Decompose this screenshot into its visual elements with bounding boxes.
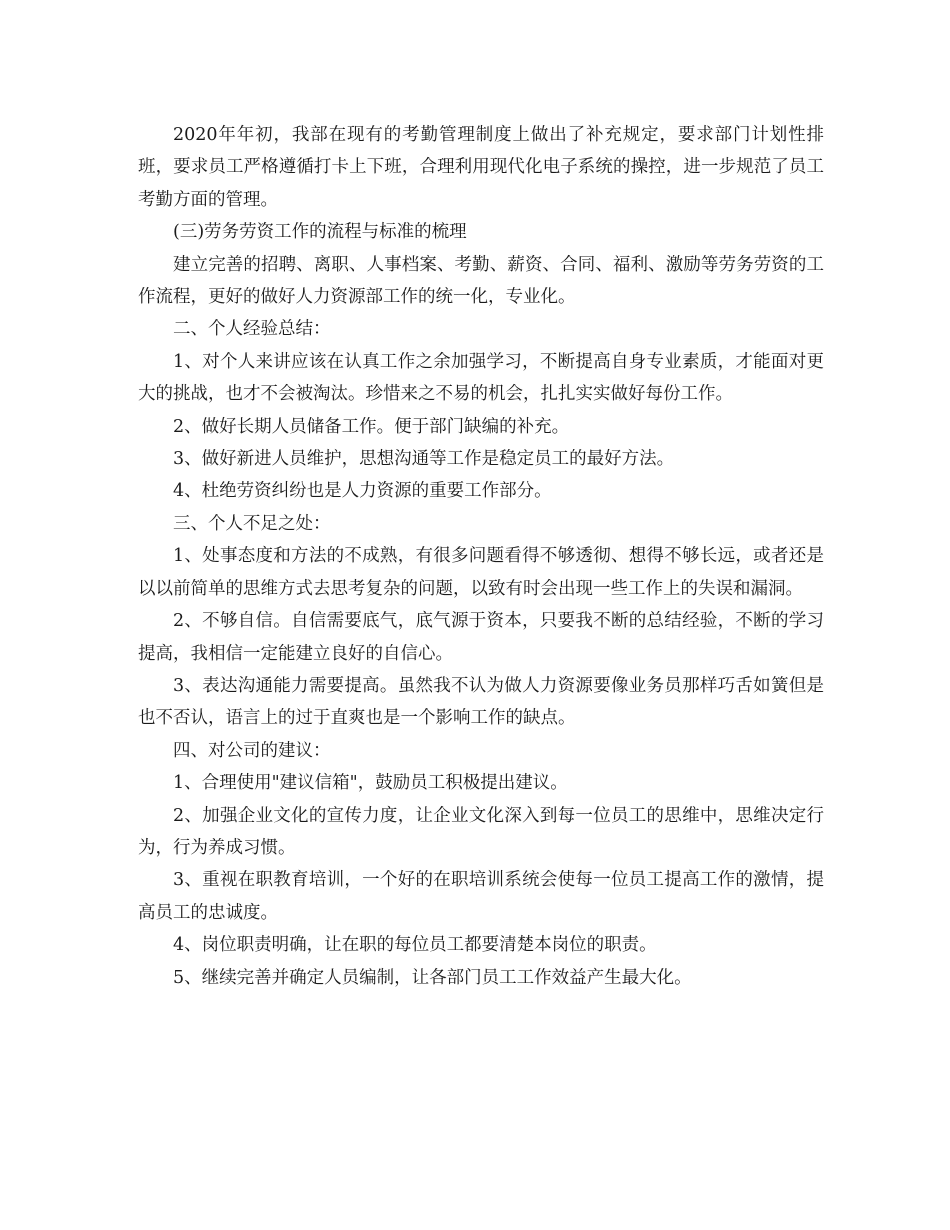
paragraph-experience-3: 3、做好新进人员维护，思想沟通等工作是稳定员工的最好方法。 xyxy=(173,449,675,470)
heading-personal-experience: 二、个人经验总结： xyxy=(173,319,331,340)
paragraph-suggestion-1: 1、合理使用"建议信箱"，鼓励员工积极提出建议。 xyxy=(173,773,568,794)
paragraph-experience-4: 4、杜绝劳资纠纷也是人力资源的重要工作部分。 xyxy=(173,481,552,502)
paragraph-shortcoming-3: 3、表达沟通能力需要提高。虽然我不认为做人力资源要像业务员那样巧舌如簧但是也不否认，语言上的过于直爽也是一个影响工作的缺点。 xyxy=(138,675,824,729)
document-body xyxy=(138,119,824,994)
paragraph-experience-1: 1、对个人来讲应该在认真工作之余加强学习，不断提高自身专业素质，才能面对更大的挑战，也才不会被淘汰。珍惜来之不易的机会，扎扎实实做好每份工作。 xyxy=(138,351,824,405)
paragraph-suggestion-3: 3、重视在职教育培训，一个好的在职培训系统会使每一位员工提高工作的激情，提高员工的忠诚度。 xyxy=(138,870,824,923)
heading-suggestions: 四、对公司的建议： xyxy=(173,740,331,761)
paragraph-shortcoming-1: 1、处事态度和方法的不成熟，有很多问题看得不够透彻、想得不够长远，或者还是以以前简单的思维方式去思考复杂的问题，以致有时会出现一些工作上的失误和漏洞。 xyxy=(138,546,824,599)
paragraph-experience-2: 2、做好长期人员储备工作。便于部门缺编的补充。 xyxy=(173,416,570,437)
paragraph-suggestion-4: 4、岗位职责明确，让在职的每位员工都要清楚本岗位的职责。 xyxy=(173,935,657,956)
paragraph-suggestion-2: 2、加强企业文化的宣传力度，让企业文化深入到每一位员工的思维中，思维决定行为，行为养成习惯。 xyxy=(138,805,824,858)
paragraph-shortcoming-2: 2、不够自信。自信需要底气，底气源于资本，只要我不断的总结经验，不断的学习提高，我相信一定能建立良好的自信心。 xyxy=(138,611,824,664)
heading-shortcomings: 三、个人不足之处： xyxy=(173,513,331,534)
paragraph-labor-process: 建立完善的招聘、离职、人事档案、考勤、薪资、合同、福利、激励等劳务劳资的工作流程，更好的做好人力资源部工作的统一化，专业化。 xyxy=(138,254,824,308)
heading-labor-process: (三)劳务劳资工作的流程与标准的梳理 xyxy=(173,222,467,243)
paragraph-suggestion-5: 5、继续完善并确定人员编制，让各部门员工工作效益产生最大化。 xyxy=(173,967,692,988)
paragraph-attendance: 2020年年初，我部在现有的考勤管理制度上做出了补充规定，要求部门计划性排班，要求员工严格遵循打卡上下班，合理利用现代化电子系统的操控，进一步规范了员工考勤方面的管理。 xyxy=(138,125,824,210)
